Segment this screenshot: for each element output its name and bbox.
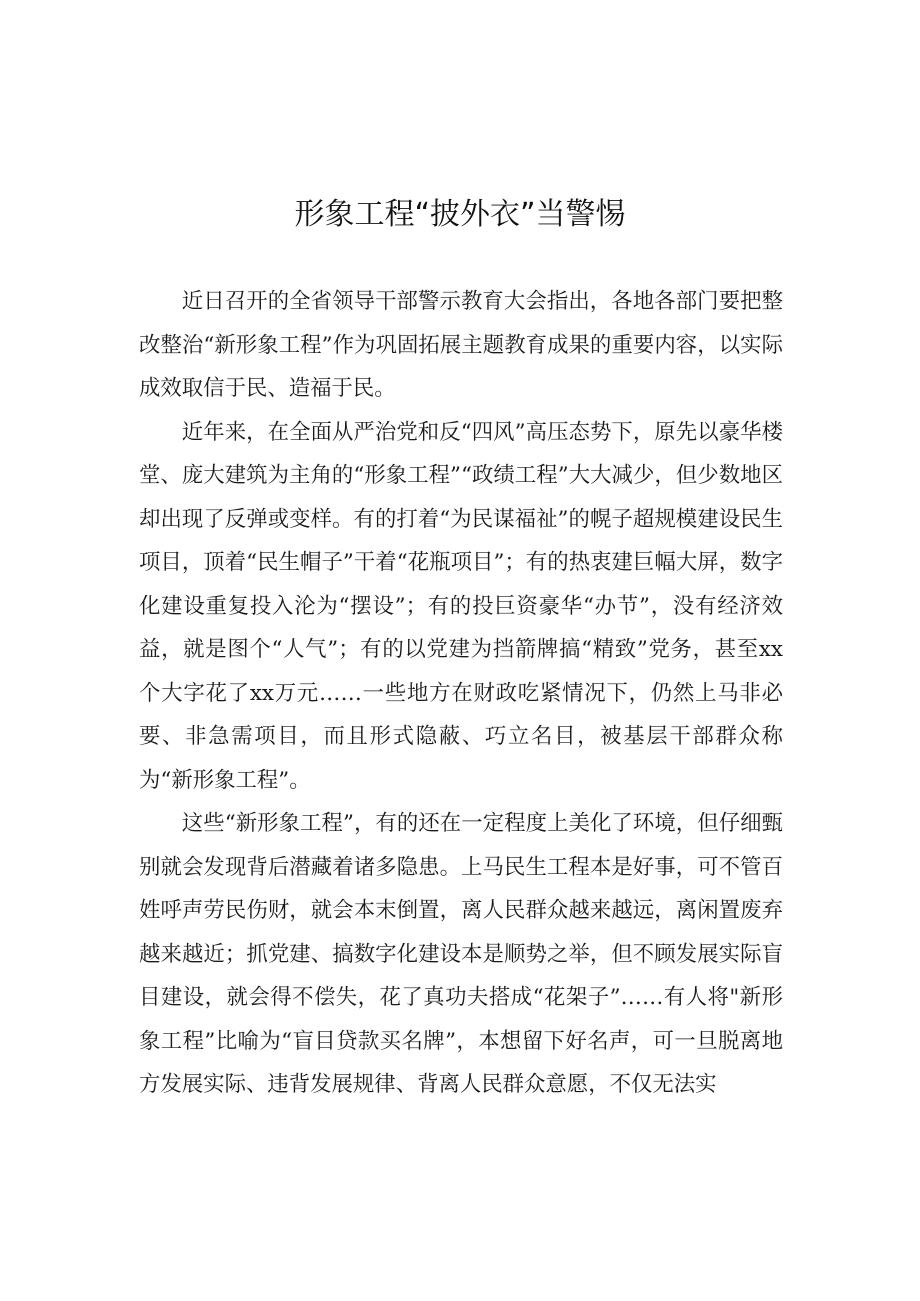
paragraph-1: 近日召开的全省领导干部警示教育大会指出，各地各部门要把整改整治“新形象工程”作为巩固拓展主题教育成果的重要内容，以实际成效取信于民、造福于民。 xyxy=(139,289,783,401)
paragraph-3: 这些“新形象工程”，有的还在一定程度上美化了环境，但仔细甄别就会发现背后潜藏着诸多隐患。上马民生工程本是好事，可不管百姓呼声劳民伤财，就会本末倒置，离人民群众越来越远，离闲置废弃越来越近；抓党建、搞数字化建设本是顺势之举，但不顾发展实际盲目建设，就会得不偿失，花了真功夫搭成“花架子”……有人将"新形象工程”比喻为“盲目贷款买名牌”，本想留下好名声，可一旦脱离地方发展实际、违背发展规律、背离人民群众意愿，不仅无法实 xyxy=(139,811,783,1097)
document-body xyxy=(139,280,783,1107)
document-title: 形象工程“披外衣”当警惕 xyxy=(294,197,626,233)
paragraph-2: 近年来，在全面从严治党和反“四风”高压态势下，原先以豪华楼堂、庞大建筑为主角的“形象工程”“政绩工程”大大减少，但少数地区却出现了反弹或变样。有的打着“为民谋福祉”的幌子超规模建设民生项目，顶着“民生帽子”干着“花瓶项目”；有的热衷建巨幅大屏，数字化建设重复投入沦为“摆设”；有的投巨资豪华“办节”，没有经济效益，就是图个“人气”；有的以党建为挡箭牌搞“精致”党务，甚至xx个大字花了xx万元……一些地方在财政吃紧情况下，仍然上马非必要、非急需项目，而且形式隐蔽、巧立名目，被基层干部群众称为“新形象工程”。 xyxy=(139,419,783,793)
